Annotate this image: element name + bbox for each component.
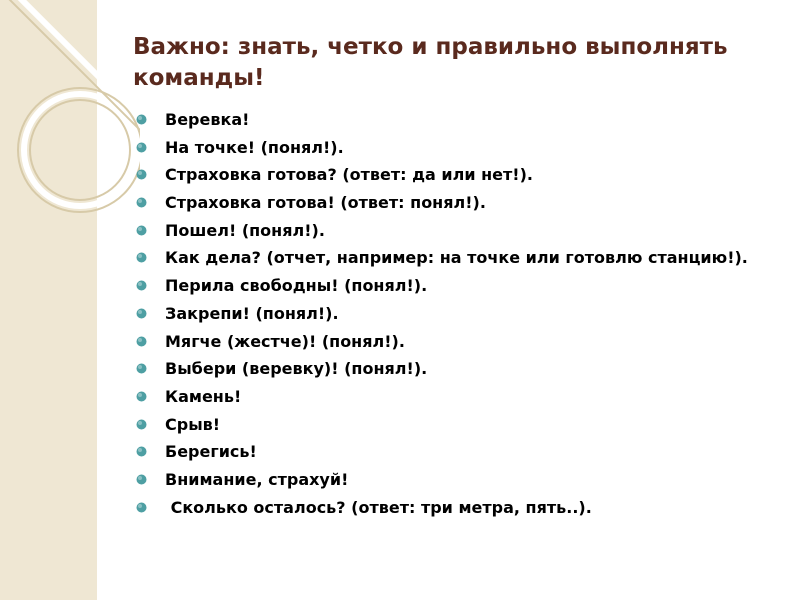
list-item: [133, 164, 773, 186]
list-item: [133, 109, 773, 131]
list-item-text: Как дела? (отчет, например: на точке или готовлю станцию!).: [165, 248, 748, 268]
teal-circle-bullet-icon: [136, 197, 147, 208]
list-item: [133, 275, 773, 297]
list-item-text: Страховка готова? (ответ: да или нет!).: [165, 165, 533, 185]
teal-circle-bullet-icon: [136, 142, 147, 153]
teal-circle-bullet-icon: [136, 391, 147, 402]
list-item: [133, 414, 773, 436]
command-list: [133, 109, 773, 524]
teal-circle-bullet-icon: [136, 502, 147, 513]
teal-circle-bullet-icon: [136, 225, 147, 236]
list-item: [133, 386, 773, 408]
teal-circle-bullet-icon: [136, 474, 147, 485]
list-item-text: Веревка!: [165, 110, 250, 129]
list-item-text: Срыв!: [165, 414, 221, 434]
list-item-text: Закрепи! (понял!).: [165, 303, 339, 323]
list-item-text: Пошел! (понял!).: [165, 220, 325, 240]
list-item-text: Внимание, страхуй!: [165, 469, 349, 489]
list-item-text: Страховка готова! (ответ: понял!).: [165, 193, 486, 213]
list-item-text: Мягче (жестче)! (понял!).: [165, 331, 405, 351]
teal-circle-bullet-icon: [136, 114, 147, 125]
list-item: [133, 220, 773, 242]
teal-circle-bullet-icon: [136, 363, 147, 374]
list-item-text: Камень!: [165, 386, 242, 406]
list-item-text: На точке! (понял!).: [165, 137, 344, 157]
list-item: [133, 247, 773, 269]
list-item: [133, 441, 773, 463]
slide-title: Важно: знать, четко и правильно выполнять команды!: [133, 34, 728, 91]
list-item: [133, 303, 773, 325]
teal-circle-bullet-icon: [136, 169, 147, 180]
list-item: [133, 469, 773, 491]
list-item: [133, 497, 773, 519]
teal-circle-bullet-icon: [136, 446, 147, 457]
list-item: [133, 358, 773, 380]
list-item: [133, 137, 773, 159]
list-item: [133, 331, 773, 353]
teal-circle-bullet-icon: [136, 336, 147, 347]
list-item-text: Перила свободны! (понял!).: [165, 276, 428, 296]
teal-circle-bullet-icon: [136, 308, 147, 319]
teal-circle-bullet-icon: [136, 419, 147, 430]
teal-circle-bullet-icon: [136, 252, 147, 263]
list-item-text: Выбери (веревку)! (понял!).: [165, 359, 428, 379]
list-item: [133, 192, 773, 214]
list-item-text: Берегись!: [165, 442, 257, 462]
teal-circle-bullet-icon: [136, 280, 147, 291]
decorative-rings-icon: [0, 0, 140, 240]
list-item-text: Сколько осталось? (ответ: три метра, пять..).: [165, 497, 592, 517]
